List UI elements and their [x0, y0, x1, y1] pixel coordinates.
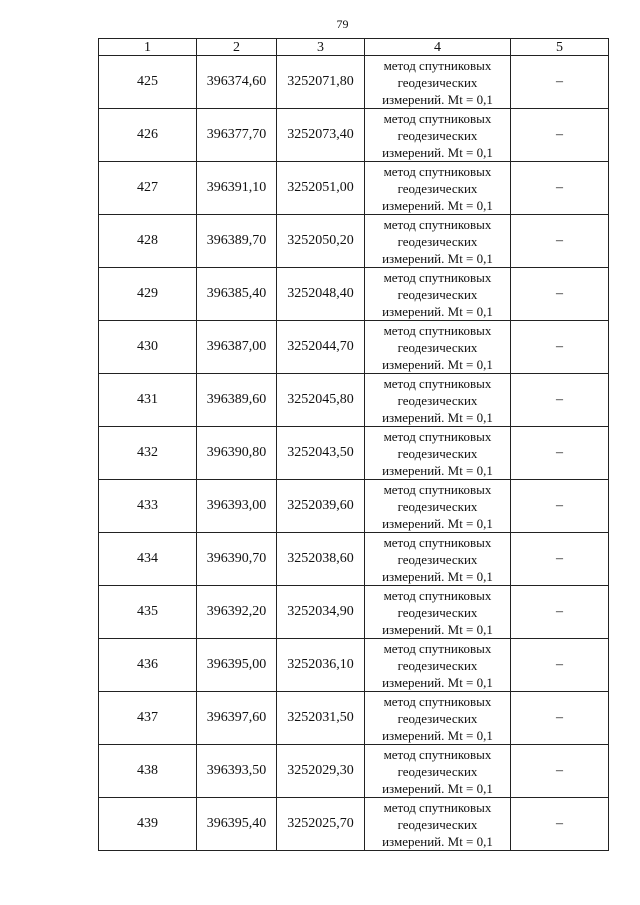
x-coordinate-cell: 396395,00 [197, 639, 277, 692]
y-coordinate-cell: 3252039,60 [277, 480, 365, 533]
method-cell [365, 374, 511, 427]
column-header-5: 5 [511, 39, 609, 56]
x-coordinate-cell: 396397,60 [197, 692, 277, 745]
table-row [99, 798, 609, 851]
column-header-3: 3 [277, 39, 365, 56]
method-cell [365, 798, 511, 851]
x-coordinate-cell: 396390,70 [197, 533, 277, 586]
page-number: 79 [336, 17, 349, 31]
method-line: измерений. Mt = 0,1 [382, 780, 493, 796]
point-number-cell: 437 [99, 692, 197, 745]
table-row [99, 427, 609, 480]
point-number-cell: 426 [99, 109, 197, 162]
x-coordinate-cell: 396392,20 [197, 586, 277, 639]
note-cell: – [511, 215, 609, 268]
x-coordinate-cell: 396374,60 [197, 56, 277, 109]
note-cell: – [511, 56, 609, 109]
method-line: метод спутниковых [383, 322, 492, 338]
method-line: метод спутниковых [383, 799, 492, 815]
x-coordinate-cell: 396393,50 [197, 745, 277, 798]
table-row [99, 692, 609, 745]
method-line: измерений. Mt = 0,1 [382, 568, 493, 584]
method-line: геодезических [397, 763, 478, 779]
method-line: измерений. Mt = 0,1 [382, 462, 493, 478]
table-row [99, 321, 609, 374]
method-line: метод спутниковых [383, 428, 492, 444]
note-cell: – [511, 586, 609, 639]
point-number-cell: 439 [99, 798, 197, 851]
point-number-cell: 431 [99, 374, 197, 427]
method-cell [365, 533, 511, 586]
table-row [99, 745, 609, 798]
method-line: геодезических [397, 816, 478, 832]
method-line: геодезических [397, 657, 478, 673]
x-coordinate-cell: 396393,00 [197, 480, 277, 533]
table-row [99, 374, 609, 427]
method-line: метод спутниковых [383, 375, 492, 391]
method-line: геодезических [397, 710, 478, 726]
y-coordinate-cell: 3252051,00 [277, 162, 365, 215]
coordinates-table [98, 38, 609, 851]
note-cell: – [511, 692, 609, 745]
method-line: геодезических [397, 74, 478, 90]
y-coordinate-cell: 3252029,30 [277, 745, 365, 798]
method-line: геодезических [397, 339, 478, 355]
x-coordinate-cell: 396390,80 [197, 427, 277, 480]
y-coordinate-cell: 3252036,10 [277, 639, 365, 692]
table-row [99, 109, 609, 162]
y-coordinate-cell: 3252050,20 [277, 215, 365, 268]
note-cell: – [511, 109, 609, 162]
method-line: метод спутниковых [383, 693, 492, 709]
method-cell [365, 268, 511, 321]
method-cell [365, 745, 511, 798]
y-coordinate-cell: 3252038,60 [277, 533, 365, 586]
method-line: измерений. Mt = 0,1 [382, 250, 493, 266]
note-cell: – [511, 268, 609, 321]
y-coordinate-cell: 3252043,50 [277, 427, 365, 480]
method-line: геодезических [397, 392, 478, 408]
point-number-cell: 430 [99, 321, 197, 374]
y-coordinate-cell: 3252031,50 [277, 692, 365, 745]
method-line: геодезических [397, 286, 478, 302]
method-line: геодезических [397, 604, 478, 620]
point-number-cell: 434 [99, 533, 197, 586]
x-coordinate-cell: 396385,40 [197, 268, 277, 321]
header-row [99, 39, 609, 56]
method-cell [365, 639, 511, 692]
method-line: измерений. Mt = 0,1 [382, 409, 493, 425]
method-line: метод спутниковых [383, 534, 492, 550]
method-line: метод спутниковых [383, 163, 492, 179]
method-cell [365, 427, 511, 480]
method-cell [365, 480, 511, 533]
note-cell: – [511, 374, 609, 427]
point-number-cell: 427 [99, 162, 197, 215]
column-header-1: 1 [99, 39, 197, 56]
method-cell [365, 56, 511, 109]
note-cell: – [511, 533, 609, 586]
method-line: измерений. Mt = 0,1 [382, 303, 493, 319]
method-line: метод спутниковых [383, 640, 492, 656]
method-line: метод спутниковых [383, 269, 492, 285]
method-line: геодезических [397, 233, 478, 249]
table-row [99, 268, 609, 321]
method-line: метод спутниковых [383, 481, 492, 497]
point-number-cell: 425 [99, 56, 197, 109]
x-coordinate-cell: 396387,00 [197, 321, 277, 374]
column-header-2: 2 [197, 39, 277, 56]
y-coordinate-cell: 3252073,40 [277, 109, 365, 162]
method-line: измерений. Mt = 0,1 [382, 833, 493, 849]
method-line: измерений. Mt = 0,1 [382, 727, 493, 743]
method-line: метод спутниковых [383, 216, 492, 232]
method-line: метод спутниковых [383, 57, 492, 73]
method-line: измерений. Mt = 0,1 [382, 621, 493, 637]
table-row [99, 56, 609, 109]
note-cell: – [511, 639, 609, 692]
point-number-cell: 438 [99, 745, 197, 798]
note-cell: – [511, 798, 609, 851]
table-row [99, 215, 609, 268]
table-header [99, 39, 609, 56]
note-cell: – [511, 745, 609, 798]
y-coordinate-cell: 3252044,70 [277, 321, 365, 374]
y-coordinate-cell: 3252034,90 [277, 586, 365, 639]
table-row [99, 533, 609, 586]
x-coordinate-cell: 396377,70 [197, 109, 277, 162]
note-cell: – [511, 427, 609, 480]
x-coordinate-cell: 396395,40 [197, 798, 277, 851]
note-cell: – [511, 162, 609, 215]
method-line: метод спутниковых [383, 587, 492, 603]
table-row [99, 639, 609, 692]
note-cell: – [511, 480, 609, 533]
method-cell [365, 109, 511, 162]
note-cell: – [511, 321, 609, 374]
point-number-cell: 433 [99, 480, 197, 533]
method-cell [365, 162, 511, 215]
x-coordinate-cell: 396389,70 [197, 215, 277, 268]
method-line: геодезических [397, 127, 478, 143]
x-coordinate-cell: 396389,60 [197, 374, 277, 427]
table-row [99, 586, 609, 639]
method-line: измерений. Mt = 0,1 [382, 144, 493, 160]
table-row [99, 480, 609, 533]
method-cell [365, 692, 511, 745]
point-number-cell: 435 [99, 586, 197, 639]
method-line: геодезических [397, 551, 478, 567]
table-row [99, 162, 609, 215]
method-line: измерений. Mt = 0,1 [382, 515, 493, 531]
method-line: геодезических [397, 445, 478, 461]
y-coordinate-cell: 3252045,80 [277, 374, 365, 427]
method-line: измерений. Mt = 0,1 [382, 356, 493, 372]
method-line: геодезических [397, 180, 478, 196]
point-number-cell: 429 [99, 268, 197, 321]
method-cell [365, 586, 511, 639]
point-number-cell: 432 [99, 427, 197, 480]
method-line: измерений. Mt = 0,1 [382, 674, 493, 690]
method-line: измерений. Mt = 0,1 [382, 91, 493, 107]
table-body [99, 56, 609, 851]
method-line: метод спутниковых [383, 746, 492, 762]
y-coordinate-cell: 3252025,70 [277, 798, 365, 851]
point-number-cell: 436 [99, 639, 197, 692]
method-cell [365, 321, 511, 374]
method-line: измерений. Mt = 0,1 [382, 197, 493, 213]
method-line: метод спутниковых [383, 110, 492, 126]
y-coordinate-cell: 3252048,40 [277, 268, 365, 321]
point-number-cell: 428 [99, 215, 197, 268]
column-header-4: 4 [365, 39, 511, 56]
method-line: геодезических [397, 498, 478, 514]
method-cell [365, 215, 511, 268]
x-coordinate-cell: 396391,10 [197, 162, 277, 215]
y-coordinate-cell: 3252071,80 [277, 56, 365, 109]
